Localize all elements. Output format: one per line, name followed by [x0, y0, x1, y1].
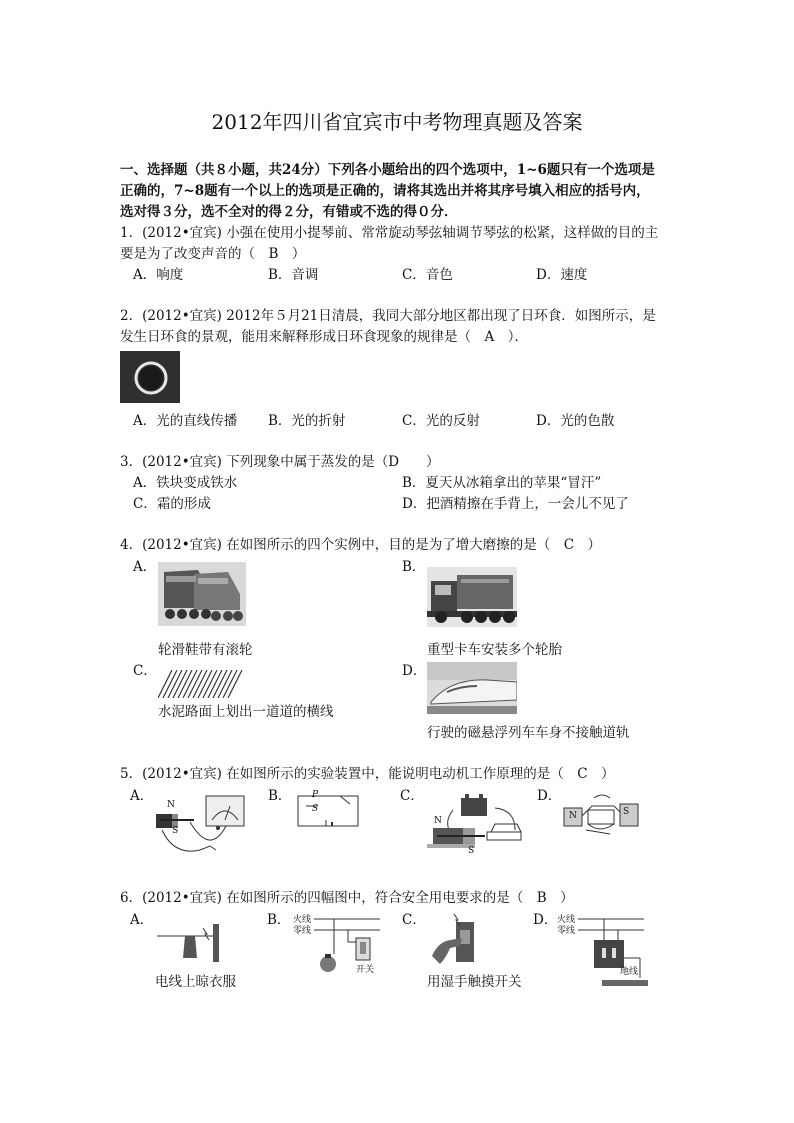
q6-caption-a: 电线上晾衣服: [155, 974, 236, 990]
solar-eclipse-photo: [120, 351, 180, 403]
q5-b-label-p: P: [312, 790, 319, 800]
q1-option-b: B．音调: [268, 267, 319, 283]
q2-option-d: D．光的色散: [536, 413, 615, 429]
q1-stem-line2: 要是为了改变声音的（ B ）: [120, 246, 306, 262]
q2-option-b: B．光的折射: [268, 413, 346, 429]
q5-c-label-s: S: [468, 846, 475, 856]
q3-stem: 3．(2012•宜宾) 下列现象中属于蒸发的是（D ）: [120, 454, 440, 470]
q6-figure-a-clothes-on-wire: [155, 918, 225, 962]
roller-skates-photo: [158, 562, 246, 626]
q6-b-label-live: 火线: [293, 915, 312, 925]
q5-a-label-n: N: [167, 800, 175, 810]
q6-d-label-ground: 地线: [620, 967, 639, 977]
q6-caption-c: 用湿手触摸开关: [427, 974, 522, 990]
q2-option-c: C．光的反射: [402, 413, 480, 429]
section-intro-line1: 一、选择题（共８小题，共24分）下列各小题给出的四个选项中，1~6题只有一个选项是: [120, 162, 655, 178]
q6-stem: 6．(2012•宜宾) 在如图所示的四幅图中，符合安全用电要求的是（ B ）: [120, 890, 574, 906]
q3-option-a: A．铁块变成铁水: [133, 475, 238, 491]
q4-letter-c: C．: [133, 663, 157, 679]
q6-letter-a: A．: [130, 912, 154, 928]
q5-letter-d: D．: [537, 788, 562, 804]
q4-letter-a: A．: [133, 559, 157, 575]
q6-letter-d: D．: [533, 912, 558, 928]
q6-b-label-switch: 开关: [356, 965, 375, 975]
maglev-train-photo: [427, 662, 517, 714]
q5-figure-a-induction: [150, 790, 250, 858]
q1-option-c: C．音色: [402, 267, 453, 283]
q5-letter-c: C．: [400, 788, 424, 804]
q4-caption-a: 轮滑鞋带有滚轮: [158, 642, 253, 658]
q3-option-c: C．霜的形成: [133, 496, 211, 512]
q4-letter-b: B．: [402, 559, 426, 575]
q2-stem-line1: 2．(2012•宜宾) 2012年５月21日清晨，我同大部分地区都出现了日环食．如图所示，是: [120, 308, 656, 324]
striped-road-figure: [158, 670, 244, 698]
q5-figure-b-circuit: [296, 792, 362, 830]
heavy-truck-photo: [427, 567, 517, 627]
q1-stem-line1: 1．(2012•宜宾) 小强在使用小提琴前、常常旋动琴弦轴调节琴弦的松紧，这样做的目的主: [120, 225, 659, 241]
q2-stem-line2: 发生日环食的景观，能用来解释形成日环食现象的规律是（ A ）．: [120, 329, 528, 345]
q5-d-label-s: S: [623, 807, 630, 817]
q5-letter-a: A．: [130, 788, 154, 804]
q5-c-label-n: N: [434, 816, 442, 826]
q6-figure-c-wet-hand-switch: [430, 912, 480, 972]
page-title: 2012年四川省宜宾市中考物理真题及答案: [211, 110, 583, 134]
q3-option-d: D．把酒精擦在手背上，一会儿不见了: [402, 496, 629, 512]
q5-figure-c-motor: [425, 790, 535, 862]
q4-caption-c: 水泥路面上划出一道道的横线: [158, 704, 334, 720]
q4-stem: 4．(2012•宜宾) 在如图所示的四个实例中，目的是为了增大磨擦的是（ C ）: [120, 537, 602, 553]
q1-option-d: D．速度: [536, 267, 588, 283]
q5-a-label-s: S: [172, 826, 179, 836]
q1-option-a: A．响度: [133, 267, 184, 283]
q4-letter-d: D．: [402, 663, 427, 679]
q5-b-label-s: S: [312, 804, 319, 814]
section-intro-line3: 选对得３分，选不全对的得２分，有错或不选的得０分．: [120, 204, 458, 220]
q3-option-b: B．夏天从冰箱拿出的苹果“冒汗”: [402, 475, 602, 491]
q4-caption-b: 重型卡车安装多个轮胎: [427, 642, 562, 658]
q6-b-label-neutral: 零线: [293, 926, 312, 936]
section-intro-line2: 正确的，7~8题有一个以上的选项是正确的，请将其选出并将其序号填入相应的括号内，: [120, 183, 650, 199]
q4-caption-d: 行驶的磁悬浮列车车身不接触道轨: [427, 725, 630, 741]
q2-option-a: A．光的直线传播: [133, 413, 238, 429]
q6-letter-c: C．: [402, 912, 426, 928]
q6-letter-b: B．: [267, 912, 291, 928]
q6-d-label-neutral: 零线: [557, 926, 576, 936]
q5-stem: 5．(2012•宜宾) 在如图所示的实验装置中，能说明电动机工作原理的是（ C ）: [120, 766, 615, 782]
q5-d-label-n: N: [569, 811, 577, 821]
q6-d-label-live: 火线: [557, 915, 576, 925]
q5-letter-b: B．: [268, 788, 292, 804]
